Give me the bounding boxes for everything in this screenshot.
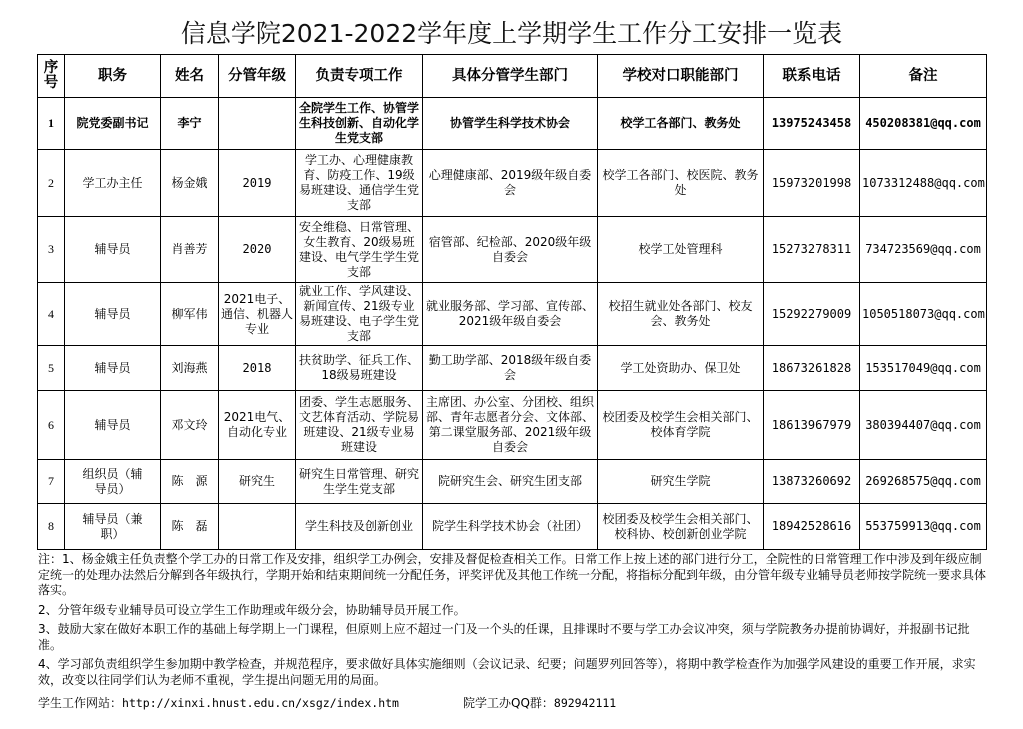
notes-section xyxy=(38,552,988,692)
row-no: 1 xyxy=(38,98,65,150)
table-row xyxy=(38,217,987,283)
row-duty: 就业工作、学风建设、新闻宣传、21级专业易班建设、电子学生党支部 xyxy=(296,283,423,346)
row-no: 5 xyxy=(38,346,65,391)
row-school-depts: 校招生就业处各部门、校友会、教务处 xyxy=(598,283,764,346)
row-phone: 15973201998 xyxy=(764,150,860,217)
table-row xyxy=(38,391,987,460)
row-note: 380394407@qq.com xyxy=(860,391,987,460)
row-name: 肖善芳 xyxy=(161,217,219,283)
row-position: 辅导员 xyxy=(65,217,161,283)
website-link[interactable]: http://xinxi.hnust.edu.cn/xsgz/index.htm xyxy=(122,696,399,710)
row-grade xyxy=(219,98,296,150)
row-student-depts: 勤工助学部、2018级年级自委会 xyxy=(423,346,598,391)
row-duty: 团委、学生志愿服务、文艺体育活动、学院易班建设、21级专业易班建设 xyxy=(296,391,423,460)
row-note: 153517049@qq.com xyxy=(860,346,987,391)
row-no: 3 xyxy=(38,217,65,283)
row-name: 李宁 xyxy=(161,98,219,150)
row-no: 4 xyxy=(38,283,65,346)
row-grade: 2020 xyxy=(219,217,296,283)
row-school-depts: 校团委及校学生会相关部门、校科协、校创新创业学院 xyxy=(598,504,764,550)
row-school-depts: 校团委及校学生会相关部门、校体育学院 xyxy=(598,391,764,460)
row-phone: 18942528616 xyxy=(764,504,860,550)
row-position: 院党委副书记 xyxy=(65,98,161,150)
row-grade: 2019 xyxy=(219,150,296,217)
schedule-table xyxy=(37,54,987,550)
row-student-depts: 院研究生会、研究生团支部 xyxy=(423,460,598,504)
row-duty: 安全维稳、日常管理、女生教育、20级易班建设、电气学生学生党支部 xyxy=(296,217,423,283)
row-duty: 全院学生工作、协管学生科技创新、自动化学生党支部 xyxy=(296,98,423,150)
row-duty: 扶贫助学、征兵工作、18级易班建设 xyxy=(296,346,423,391)
row-name: 陈 磊 xyxy=(161,504,219,550)
row-school-depts: 学工处资助办、保卫处 xyxy=(598,346,764,391)
note-4: 4、学习部负责组织学生参加期中教学检查，并规范程序，要求做好具体实施细则（会议记录、纪要；问题罗列回答等），将期中教学检查作为加强学风建设的重要工作开展，求实效，改变以往同学们认为老师不重视，学生提出问题无用的局面。 xyxy=(38,657,976,687)
qq-number: 892942111 xyxy=(553,696,617,710)
qq-label: 院学工办QQ群： xyxy=(463,696,554,710)
page-title: 信息学院2021-2022学年度上学期学生工作分工安排一览表 xyxy=(180,19,843,48)
note-2: 2、分管年级专业辅导员可设立学生工作助理或年级分会，协助辅导员开展工作。 xyxy=(38,602,466,617)
row-no: 6 xyxy=(38,391,65,460)
note-3: 3、鼓励大家在做好本职工作的基础上每学期上一门课程，但原则上应不超过一门及一个头的任课，且排课时不要与学工办会议冲突，须与学院教务办提前协调好，并报副书记批准。 xyxy=(38,622,970,652)
row-grade: 研究生 xyxy=(219,460,296,504)
row-student-depts: 就业服务部、学习部、宣传部、2021级年级自委会 xyxy=(423,283,598,346)
row-student-depts: 心理健康部、2019级年级自委会 xyxy=(423,150,598,217)
row-school-depts: 研究生学院 xyxy=(598,460,764,504)
row-school-depts: 校学工处管理科 xyxy=(598,217,764,283)
row-position: 学工办主任 xyxy=(65,150,161,217)
header-no: 序号 xyxy=(38,55,65,98)
qq-group xyxy=(463,694,616,711)
row-note: 450208381@qq.com xyxy=(860,98,987,150)
row-no: 8 xyxy=(38,504,65,550)
row-phone: 18673261828 xyxy=(764,346,860,391)
table-row xyxy=(38,98,987,150)
row-phone: 18613967979 xyxy=(764,391,860,460)
row-position: 组织员（辅导员） xyxy=(65,460,161,504)
row-student-depts: 宿管部、纪检部、2020级年级自委会 xyxy=(423,217,598,283)
row-grade: 2021电子、通信、机器人专业 xyxy=(219,283,296,346)
header-school-depts: 学校对口职能部门 xyxy=(598,55,764,98)
row-position: 辅导员（兼职） xyxy=(65,504,161,550)
header-note: 备注 xyxy=(860,55,987,98)
table-row xyxy=(38,460,987,504)
row-note: 553759913@qq.com xyxy=(860,504,987,550)
row-phone: 15273278311 xyxy=(764,217,860,283)
row-school-depts: 校学工各部门、校医院、教务处 xyxy=(598,150,764,217)
row-no: 7 xyxy=(38,460,65,504)
row-grade: 2018 xyxy=(219,346,296,391)
row-name: 邓文玲 xyxy=(161,391,219,460)
row-student-depts: 主席团、办公室、分团校、组织部、青年志愿者分会、文体部、第二课堂服务部、2021级年级自委会 xyxy=(423,391,598,460)
row-phone: 13975243458 xyxy=(764,98,860,150)
row-student-depts: 院学生科学技术协会（社团） xyxy=(423,504,598,550)
table-row xyxy=(38,150,987,217)
row-no: 2 xyxy=(38,150,65,217)
row-note: 734723569@qq.com xyxy=(860,217,987,283)
row-duty: 学工办、心理健康教育、防疫工作、19级易班建设、通信学生党支部 xyxy=(296,150,423,217)
row-grade xyxy=(219,504,296,550)
row-student-depts: 协管学生科学技术协会 xyxy=(423,98,598,150)
row-position: 辅导员 xyxy=(65,283,161,346)
row-name: 柳军伟 xyxy=(161,283,219,346)
table-header-row xyxy=(38,55,987,98)
row-name: 杨金娥 xyxy=(161,150,219,217)
row-note: 1073312488@qq.com xyxy=(860,150,987,217)
table-row xyxy=(38,346,987,391)
row-name: 陈 源 xyxy=(161,460,219,504)
footer xyxy=(38,694,988,711)
header-phone: 联系电话 xyxy=(764,55,860,98)
row-duty: 学生科技及创新创业 xyxy=(296,504,423,550)
row-position: 辅导员 xyxy=(65,391,161,460)
row-note: 269268575@qq.com xyxy=(860,460,987,504)
note-1: 注：1、杨金娥主任负责整个学工办的日常工作及安排，组织学工办例会，安排及督促检查相关工作。日常工作上按上述的部门进行分工，全院性的日常管理工作中涉及到年级应制定统一的处理办法然后分解到各年级执行，学期开始和结束期间统一分配任务，评奖评优及其他工作统一分配，将指标分配到年级，由分管年级专业辅导员老师按学院统一要求具体落实。 xyxy=(38,552,987,597)
row-phone: 15292279009 xyxy=(764,283,860,346)
row-phone: 13873260692 xyxy=(764,460,860,504)
header-duty: 负责专项工作 xyxy=(296,55,423,98)
table-row xyxy=(38,283,987,346)
row-school-depts: 校学工各部门、教务处 xyxy=(598,98,764,150)
header-name: 姓名 xyxy=(161,55,219,98)
header-position: 职务 xyxy=(65,55,161,98)
website-label: 学生工作网站： xyxy=(38,696,123,710)
row-grade: 2021电气、自动化专业 xyxy=(219,391,296,460)
row-position: 辅导员 xyxy=(65,346,161,391)
row-name: 刘海燕 xyxy=(161,346,219,391)
row-duty: 研究生日常管理、研究生学生党支部 xyxy=(296,460,423,504)
header-student-depts: 具体分管学生部门 xyxy=(423,55,598,98)
table-row xyxy=(38,504,987,550)
row-note: 1050518073@qq.com xyxy=(860,283,987,346)
header-grade: 分管年级 xyxy=(219,55,296,98)
